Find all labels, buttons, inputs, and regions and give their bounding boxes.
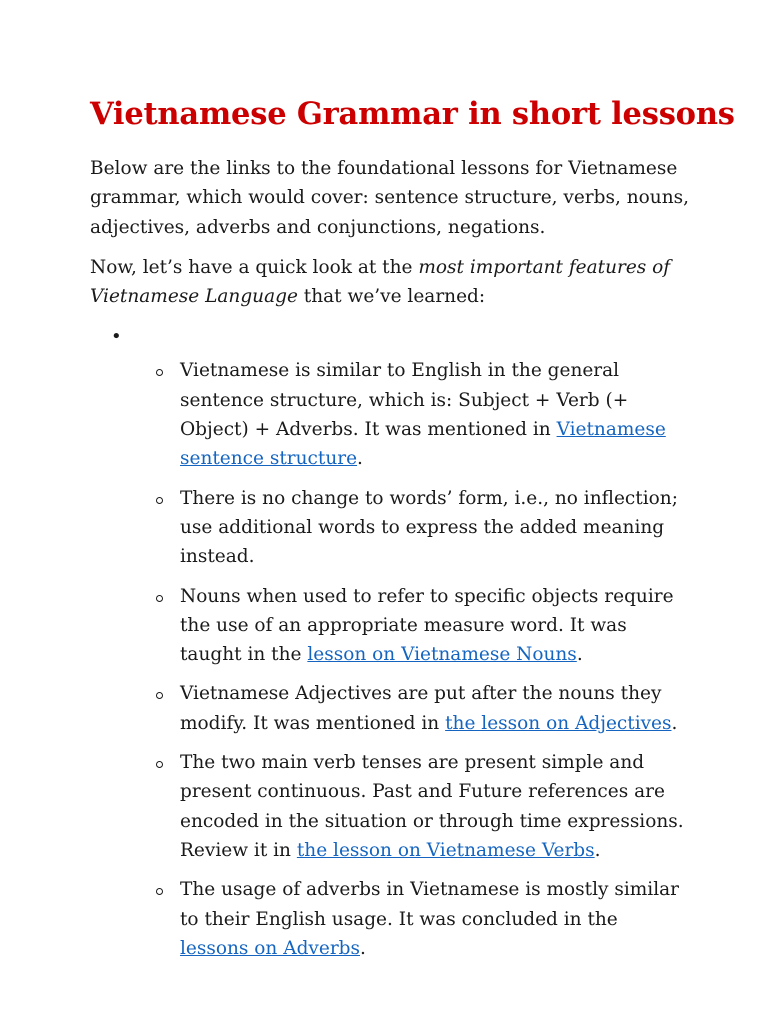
sentence-structure-link[interactable]: Vietnamese sentence structure	[180, 419, 666, 470]
feature-item-sentence-structure	[180, 356, 692, 473]
hollow-circle-bullet-icon	[156, 692, 163, 699]
hollow-circle-bullet-icon	[156, 595, 163, 602]
lead-paragraph	[90, 253, 690, 312]
filled-disc-bullet-icon: •	[111, 326, 122, 348]
feature-suffix: .	[576, 644, 583, 666]
feature-text: Vietnamese is similar to English in the general sentence structure, which is: Subject + Verb (+ Object) + Adverbs. It was mentioned in	[180, 360, 629, 441]
feature-suffix: .	[594, 839, 601, 861]
feature-text: Nouns when used to refer to specific objects require the use of an appropriate measure word. It was taught in the	[180, 585, 674, 666]
feature-item-verbs	[180, 748, 692, 865]
hollow-circle-bullet-icon	[156, 497, 163, 504]
lead-after-text: that we’ve learned:	[297, 286, 486, 308]
hollow-circle-bullet-icon	[156, 369, 163, 376]
feature-text: There is no change to words’ form, i.e., no inflection; use additional words to express the added meaning instead.	[180, 487, 678, 568]
lead-emphasis-text: most important features of Vietnamese Language	[90, 256, 671, 308]
feature-item-adjectives	[180, 679, 692, 738]
hollow-circle-bullet-icon	[156, 888, 163, 895]
nouns-lesson-link[interactable]: lesson on Vietnamese Nouns	[307, 644, 577, 666]
verbs-lesson-link[interactable]: the lesson on Vietnamese Verbs	[296, 839, 595, 861]
adverbs-lesson-link[interactable]: lessons on Adverbs	[180, 937, 360, 959]
intro-paragraph: Below are the links to the foundational lessons for Vietnamese grammar, which would cover: sentence structure, verbs, nouns, adjectives, adverbs and conjunctions, negations.	[90, 158, 690, 238]
adjectives-lesson-link[interactable]: the lesson on Adjectives	[445, 712, 672, 734]
article-body	[90, 92, 735, 973]
page-title: Vietnamese Grammar in short lessons	[90, 96, 735, 132]
hollow-circle-bullet-icon	[156, 761, 163, 768]
feature-suffix: .	[671, 712, 678, 734]
outer-bullet-list	[90, 322, 690, 963]
feature-item-inflection	[180, 484, 692, 572]
outer-bullet-row	[90, 322, 690, 356]
feature-text: The two main verb tenses are present simple and present continuous. Past and Future references are encoded in the situation or through time expressions. Review it in	[180, 752, 684, 861]
feature-item-nouns	[180, 582, 692, 670]
outer-list-item	[90, 322, 690, 963]
feature-item-adverbs	[180, 875, 692, 963]
feature-suffix: .	[357, 448, 363, 470]
feature-text: The usage of adverbs in Vietnamese is mostly similar to their English usage. It was concluded in the	[180, 879, 680, 930]
lead-before-text: Now, let’s have a quick look at the	[90, 256, 419, 278]
feature-list	[90, 356, 690, 963]
feature-text: Vietnamese Adjectives are put after the nouns they modify. It was mentioned in	[180, 683, 662, 734]
feature-suffix: .	[360, 937, 366, 959]
